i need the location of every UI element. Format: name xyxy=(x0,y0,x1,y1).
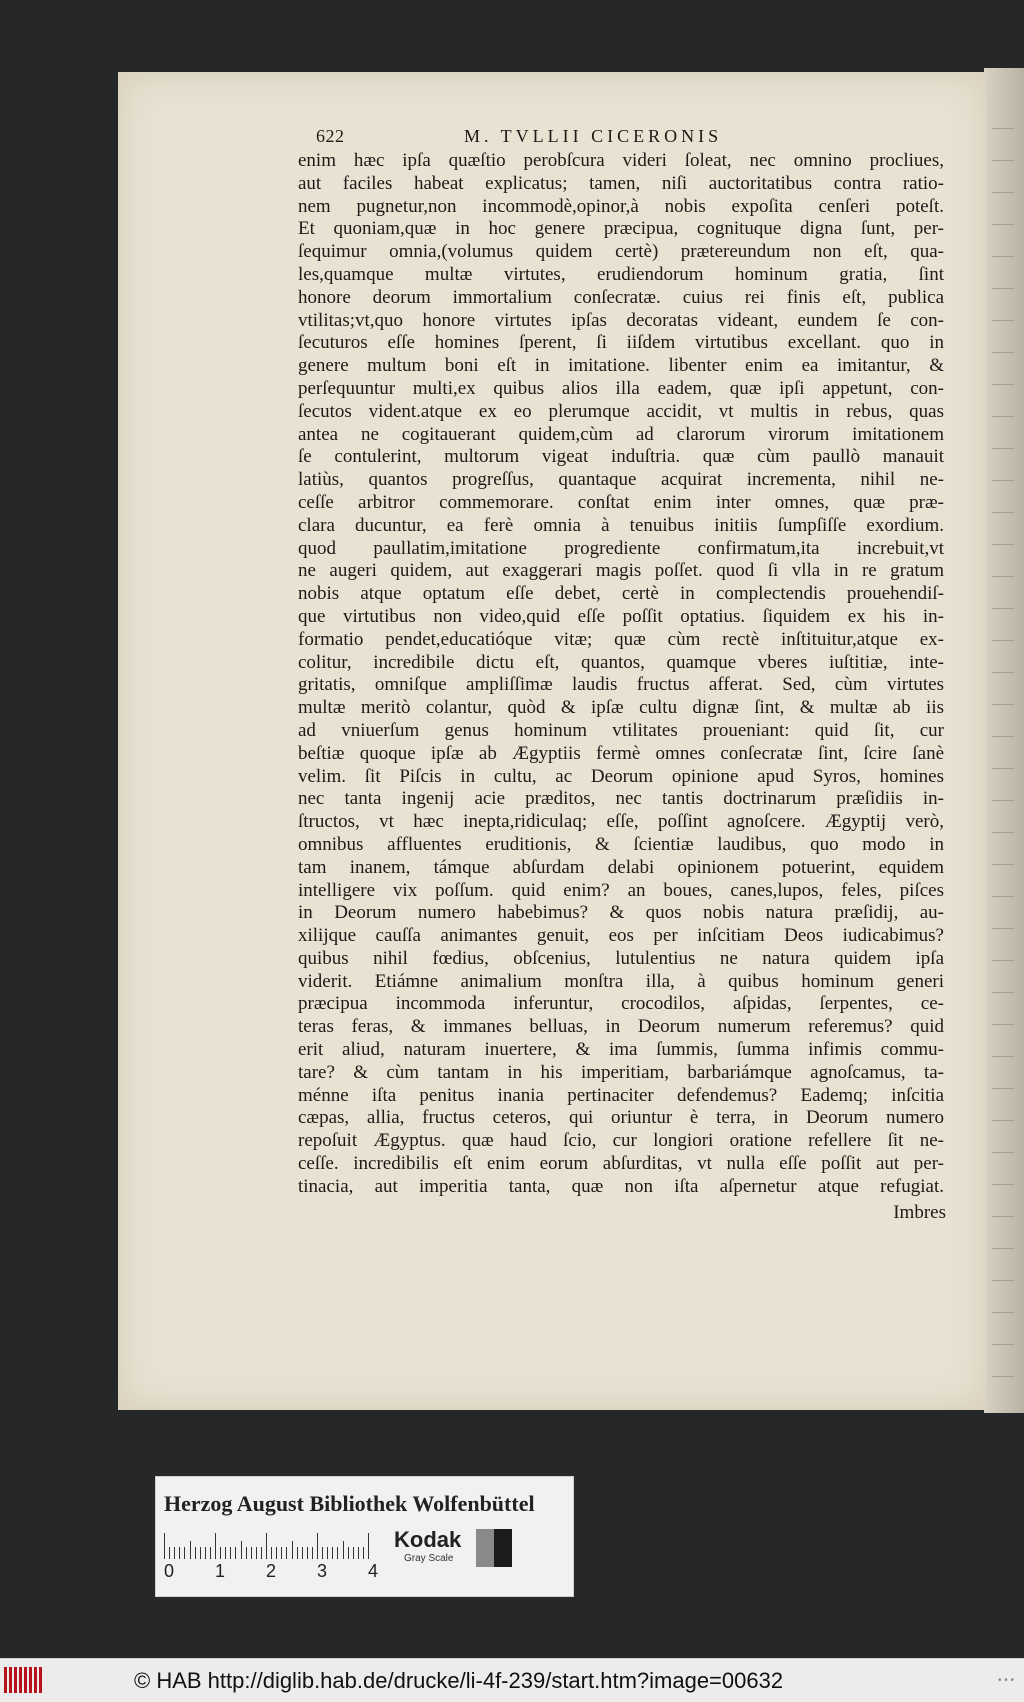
ruler-tick xyxy=(363,1547,364,1559)
text-line: ceſſe. incredibilis eſt enim eorum abſurditas, vt nulla eſſe poſſit aut per- xyxy=(298,1153,944,1175)
fore-edge-line xyxy=(992,928,1014,929)
gray-patch xyxy=(476,1529,494,1567)
text-line: quibus nihil fœdius, obſcenius, lutulentius ne natura quidem ipſa xyxy=(298,947,944,969)
ruler-tick xyxy=(327,1547,328,1559)
text-line: repoſuit Ægyptus. quæ haud ſcio, cur longiori oratione refellere ſit ne- xyxy=(298,1130,944,1152)
ruler-tick xyxy=(332,1547,333,1559)
ruler-tick xyxy=(348,1547,349,1559)
text-line: aut faciles habeat explicatus; tamen, niſi auctoritatibus contra ratio- xyxy=(298,172,944,194)
fore-edge-line xyxy=(992,448,1014,449)
kodak-logo-text: Kodak xyxy=(394,1527,462,1552)
text-line: ſe contulerint, multorum vigeat induſtria. quæ cùm paullò manauit xyxy=(298,446,944,468)
fore-edge-line xyxy=(992,800,1014,801)
ruler-tick xyxy=(230,1547,231,1559)
text-line: viderit. Etiámne animalium monſtra illa, à quibus hominum generi xyxy=(298,970,944,992)
fore-edge-line xyxy=(992,1312,1014,1313)
text-line: latiùs, quantos progreſſus, quantaque acquirat incrementa, nihil ne- xyxy=(298,469,944,491)
text-line: erit aliud, naturam inuertere, & ima ſummis, ſumma infimis commu- xyxy=(298,1039,944,1061)
ruler-tick xyxy=(317,1533,318,1559)
fore-edge-line xyxy=(992,768,1014,769)
ruler-tick xyxy=(256,1547,257,1559)
text-line: nem pugnetur,non incommodè,opinor,à nobis expoſita cenſeri poteſt. xyxy=(298,195,944,217)
hab-logo-icon xyxy=(4,1667,48,1693)
ruler-scale xyxy=(164,1529,386,1559)
ruler-number: 4 xyxy=(368,1561,379,1581)
ruler-tick xyxy=(297,1547,298,1559)
fore-edge-line xyxy=(992,640,1014,641)
fore-edge-line xyxy=(992,1088,1014,1089)
text-line: tare? & cùm tantam in his imperitiam, barbariámque agnoſcamus, ta- xyxy=(298,1061,944,1083)
fore-edge-line xyxy=(992,672,1014,673)
logo-stripe xyxy=(24,1667,27,1693)
body-text xyxy=(298,150,944,1199)
text-line: ceſſe arbitror commemorare. conſtat enim inter omnes, quæ præ- xyxy=(298,491,944,513)
text-line: nobis atque optatum eſſe debet, certè in complectendis prouehendiſ- xyxy=(298,583,944,605)
fore-edge-line xyxy=(992,160,1014,161)
text-line: ménne iſta penitus inania pertinaciter defendemus? Eademq; inſcitia xyxy=(298,1084,944,1106)
fore-edge-line xyxy=(992,416,1014,417)
fore-edge-line xyxy=(992,1024,1014,1025)
text-line: cæpas, allia, fructus ceteros, qui oriuntur è terra, in Deorum numero xyxy=(298,1107,944,1129)
ruler-tick xyxy=(215,1533,216,1559)
fore-edge-line xyxy=(992,992,1014,993)
ruler-tick xyxy=(169,1547,170,1559)
text-line: colitur, incredibile dictu eſt, quantos, quamque vberes iuſtitiæ, inte- xyxy=(298,651,944,673)
ruler-tick xyxy=(235,1547,236,1559)
ruler-number: 2 xyxy=(266,1561,277,1581)
fore-edge-line xyxy=(992,1280,1014,1281)
ruler-tick xyxy=(266,1533,267,1559)
text-line: ſequimur omnia,(volumus quidem certè) prætereundum non eſt, qua- xyxy=(298,241,944,263)
ruler-number: 1 xyxy=(215,1561,226,1581)
ruler-tick xyxy=(286,1547,287,1559)
text-line: ſtructos, vt hæc inepta,ridiculaq; eſſe, poſſint agnoſcere. Ægyptij verò, xyxy=(298,811,944,833)
fore-edge-line xyxy=(992,736,1014,737)
fore-edge-line xyxy=(992,320,1014,321)
ruler-tick xyxy=(312,1547,313,1559)
ruler-tick xyxy=(322,1547,323,1559)
fore-edge-line xyxy=(992,1184,1014,1185)
ruler-tick xyxy=(195,1547,196,1559)
fore-edge-line xyxy=(992,512,1014,513)
fore-edge-line xyxy=(992,704,1014,705)
fore-edge-line xyxy=(992,1120,1014,1121)
logo-stripe xyxy=(4,1667,7,1693)
copyright-url: © HAB http://diglib.hab.de/drucke/li-4f-239/start.htm?image=00632 xyxy=(134,1668,784,1693)
text-line: clara ducuntur, ea ferè omnia à tenuibus initiis ſumpſiſſe exordium. xyxy=(298,514,944,536)
ruler-tick xyxy=(164,1533,165,1559)
logo-stripe xyxy=(9,1667,12,1693)
fore-edge-line xyxy=(992,864,1014,865)
text-line: ne augeri quidem, aut exaggerari magis poſſet. quod ſi vlla in re gratum xyxy=(298,560,944,582)
ruler-tick xyxy=(241,1541,242,1559)
ruler-tick xyxy=(225,1547,226,1559)
fore-edge-line xyxy=(992,576,1014,577)
text-line: gritatis, omniſque ampliſſimæ laudis fructus afferat. Sed, cùm virtutes xyxy=(298,674,944,696)
ruler-tick xyxy=(353,1547,354,1559)
text-line: honore deorum immortalium conſecratæ. cuius rei finis eſt, publica xyxy=(298,286,944,308)
fore-edge-line xyxy=(992,384,1014,385)
ruler-tick xyxy=(174,1547,175,1559)
text-line: genere multum boni eſt in imitatione. libenter enim ea imitantur, & xyxy=(298,355,944,377)
ruler-tick xyxy=(307,1547,308,1559)
text-line: ſecutos vident.atque ex eo plerumque accidit, vt multis in rebus, quas xyxy=(298,400,944,422)
logo-stripe xyxy=(19,1667,22,1693)
text-line: que virtutibus non video,quid eſſe poſſit optatius. ſiquidem ex his in- xyxy=(298,605,944,627)
fore-edge-line xyxy=(992,192,1014,193)
ruler-tick xyxy=(210,1547,211,1559)
ruler-tick xyxy=(246,1547,247,1559)
text-line: velim. ſit Piſcis in cultu, ac Deorum opinione apud Syros, homines xyxy=(298,765,944,787)
running-title: M. TVLLII CICERONIS xyxy=(464,126,723,146)
fore-edge-line xyxy=(992,128,1014,129)
ruler-tick xyxy=(205,1547,206,1559)
text-line: beſtiæ quoque ipſæ ab Ægyptiis fermè omnes conſecratæ ſint, ſcire ſanè xyxy=(298,742,944,764)
fore-edge-line xyxy=(992,608,1014,609)
ruler-tick xyxy=(251,1547,252,1559)
text-line: omnibus affluentes eruditionis, & ſcientiæ laudibus, quo modo in xyxy=(298,833,944,855)
ruler-tick xyxy=(261,1547,262,1559)
text-line: enim hæc ipſa quæſtio perobſcura videri ſoleat, nec omnino procliues, xyxy=(298,150,944,171)
text-line: ad vniuerſum genus hominum vtilitates proueniant: quid ſit, cur xyxy=(298,719,944,741)
ruler-tick xyxy=(179,1547,180,1559)
text-line: ſecuturos eſſe homines ſperent, ſi iiſdem virtutibus excellant. quo in xyxy=(298,332,944,354)
fore-edge-line xyxy=(992,832,1014,833)
fore-edge-line xyxy=(992,896,1014,897)
text-line: perſequuntur multi,ex quibus alios illa eadem, quæ ipſi appetunt, con- xyxy=(298,377,944,399)
ruler-tick xyxy=(276,1547,277,1559)
fore-edge-line xyxy=(992,960,1014,961)
text-line: formatio pendet,educatióque vitæ; quæ cùm rectè inſtituitur,atque ex- xyxy=(298,628,944,650)
fore-edge-line xyxy=(992,1216,1014,1217)
gray-scale-label: Gray Scale xyxy=(404,1553,454,1564)
text-line: nec tanta ingenij acie præditos, nec tantis doctrinarum præſidiis in- xyxy=(298,788,944,810)
ruler-tick xyxy=(190,1541,191,1559)
text-line: intelligere vix poſſum. quid enim? an boues, canes,lupos, feles, piſces xyxy=(298,879,944,901)
ruler-tick xyxy=(220,1547,221,1559)
fore-edge-line xyxy=(992,352,1014,353)
ruler-number: 0 xyxy=(164,1561,175,1581)
ruler-tick xyxy=(200,1547,201,1559)
ruler-tick xyxy=(343,1541,344,1559)
fore-edge-line xyxy=(992,288,1014,289)
text-line: quod paullatim,imitatione progrediente confirmatum,ita increbuit,vt xyxy=(298,537,944,559)
logo-stripe xyxy=(34,1667,37,1693)
text-line: xilijque cauſſa animantes genuit, eos per inſcitiam Deos iudicabimus? xyxy=(298,925,944,947)
fore-edge-line xyxy=(992,544,1014,545)
library-name: Herzog August Bibliothek Wolfenbüttel xyxy=(164,1491,535,1516)
text-line: tam inanem, támque abſurdam delabi opinionem potuerint, equidem xyxy=(298,856,944,878)
text-line: vtilitas;vt,quo honore virtutes ipſas decoratas videant, eundem ſe con- xyxy=(298,309,944,331)
logo-stripe xyxy=(39,1667,42,1693)
fore-edge-line xyxy=(992,224,1014,225)
ruler-tick xyxy=(292,1541,293,1559)
page-number: 622 xyxy=(316,126,345,146)
ruler-tick xyxy=(271,1547,272,1559)
text-line: Et quoniam,quæ in hoc genere præcipua, cognituque digna ſunt, per- xyxy=(298,218,944,240)
black-patch xyxy=(494,1529,512,1567)
fore-edge-line xyxy=(992,1248,1014,1249)
ruler-tick xyxy=(281,1547,282,1559)
ruler-tick xyxy=(184,1547,185,1559)
color-calibration-bar xyxy=(155,1476,574,1597)
ruler-number: 3 xyxy=(317,1561,328,1581)
ruler-tick xyxy=(302,1547,303,1559)
text-line: tinacia, aut imperitia tanta, quæ non iſta aſpernetur atque refugiat. xyxy=(298,1175,944,1197)
catchword: Imbres xyxy=(893,1202,946,1223)
fore-edge-line xyxy=(992,480,1014,481)
text-line: les,quamque multæ virtutes, erudiendorum hominum gratia, ſint xyxy=(298,263,944,285)
text-line: teras feras, & immanes belluas, in Deorum numerum referemus? quid xyxy=(298,1016,944,1038)
fore-edge-line xyxy=(992,1152,1014,1153)
fore-edge-line xyxy=(992,1344,1014,1345)
fore-edge-line xyxy=(992,256,1014,257)
text-line: præcipua incommoda inferuntur, crocodilos, aſpidas, ſerpentes, ce- xyxy=(298,993,944,1015)
ruler-tick xyxy=(368,1533,369,1559)
text-line: in Deorum numero habebimus? & quos nobis natura præſidij, au- xyxy=(298,902,944,924)
text-line: multæ meritò colantur, quòd & ipſæ cultu dignæ ſint, & multæ ab iis xyxy=(298,697,944,719)
page-fore-edge xyxy=(984,68,1024,1413)
fore-edge-line xyxy=(992,1376,1014,1377)
ruler-tick xyxy=(337,1547,338,1559)
logo-stripe xyxy=(29,1667,32,1693)
footer-bar xyxy=(0,1658,1024,1702)
fore-edge-line xyxy=(992,1056,1014,1057)
ruler-tick xyxy=(358,1547,359,1559)
more-dots-icon: • • • xyxy=(997,1675,1014,1686)
logo-stripe xyxy=(14,1667,17,1693)
text-line: antea ne cogitauerant quidem,cùm ad clarorum virorum imitationem xyxy=(298,423,944,445)
